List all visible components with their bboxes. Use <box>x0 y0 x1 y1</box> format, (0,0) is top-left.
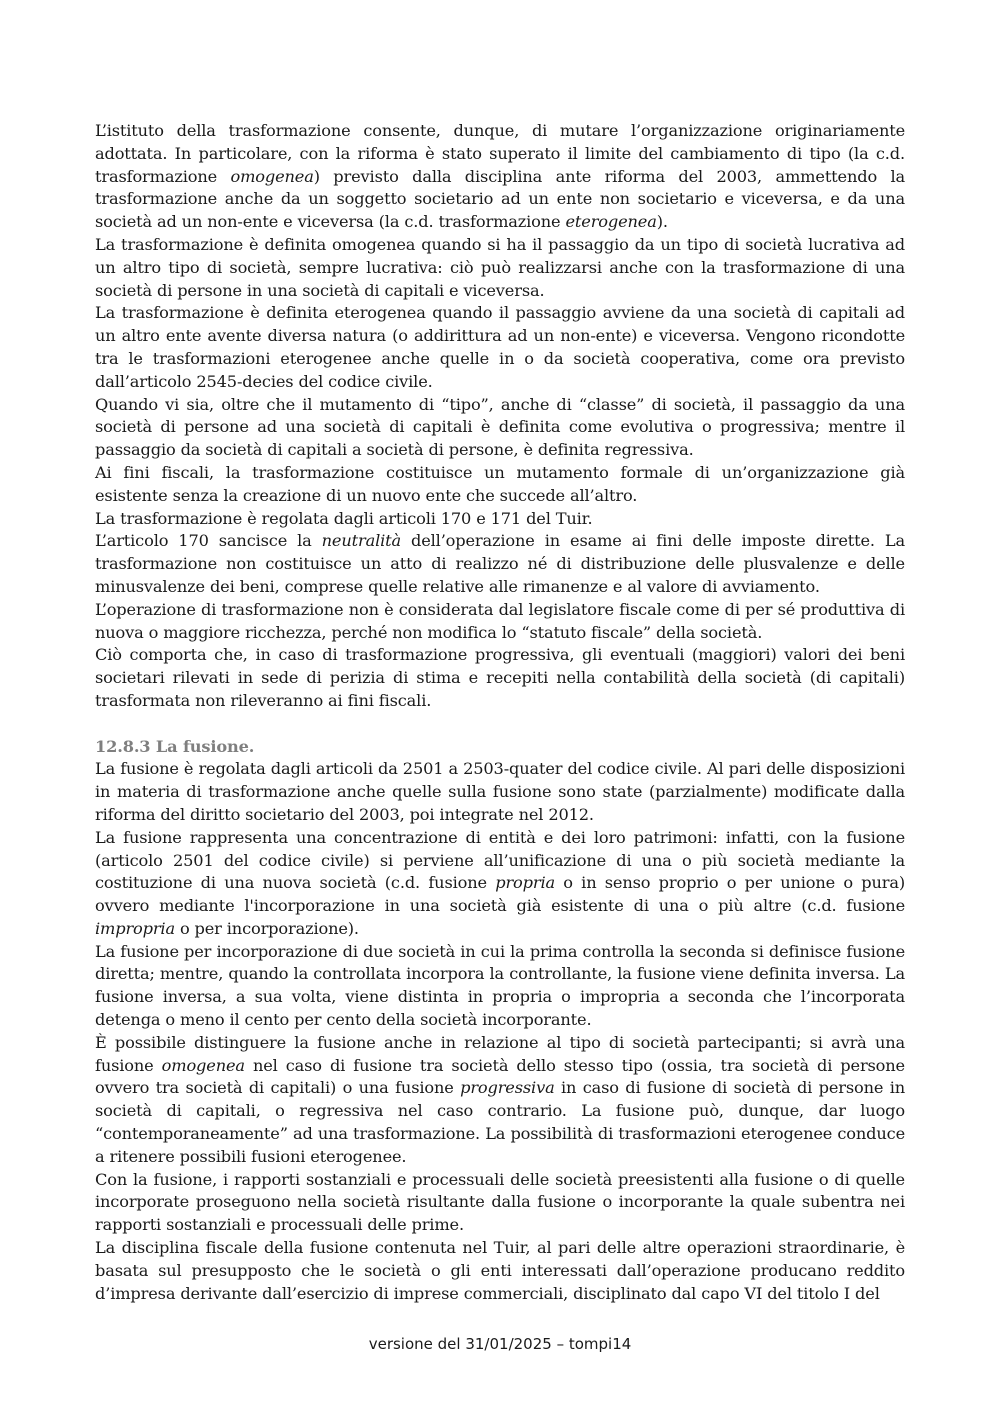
page-footer: versione del 31/01/2025 – tompi14 <box>368 1335 632 1353</box>
section-heading: 12.8.3 La fusione. <box>95 736 255 756</box>
paragraph: Con la fusione, i rapporti sostanziali e processuali delle società preesistenti alla fusione o di quelle incorporate proseguono nella società risultante dalla fusione o incorporante la quale subentra nei rapporti sostanziali e processuali delle prime. <box>95 1169 905 1235</box>
paragraph: La trasformazione è definita eterogenea quando il passaggio avviene da una società di capitali ad un altro ente avente diversa natura (o addirittura ad un non-ente) e viceversa. Vengono ricondotte tra le trasformazioni eterogenee anche quelle in o da società cooperativa, come ora previsto dall’articolo 2545-decies del codice civile. <box>95 303 905 391</box>
paragraph: La fusione rappresenta una concentrazione di entità e dei loro patrimoni: infatti, con la fusione (articolo 2501 del codice civile) si perviene all’unificazione di una o più società mediante la costituzione di una nuova società (c.d. fusione propria o in senso proprio o per unione o pura) ovvero mediante l'incorporazione in una società già esistente di una o più altre (c.d. fusione impropria o per incorporazione). <box>95 827 905 938</box>
paragraph: La trasformazione è regolata dagli articoli 170 e 171 del Tuir. <box>95 508 593 528</box>
paragraph: Quando vi sia, oltre che il mutamento di “tipo”, anche di “classe” di società, il passaggio da una società di persone ad una società di capitali è definita come evolutiva o progressiva; mentre il passaggio da società di capitali a società di persone, è definita regressiva. <box>95 394 905 460</box>
paragraph: L’istituto della trasformazione consente, dunque, di mutare l’organizzazione originariamente adottata. In particolare, con la riforma è stato superato il limite del cambiamento di tipo (la c.d. trasformazione omogenea) previsto dalla disciplina ante riforma del 2003, ammettendo la trasformazione anche da un soggetto societario ad un ente non societario e viceversa, e da una società ad un non-ente e viceversa (la c.d. trasformazione eterogenea). <box>95 121 905 232</box>
paragraph: Ciò comporta che, in caso di trasformazione progressiva, gli eventuali (maggiori) valori dei beni societari rilevati in sede di perizia di stima e recepiti nella contabilità della società (di capitali) trasformata non rileveranno ai fini fiscali. <box>95 645 905 710</box>
paragraph: L’operazione di trasformazione non è considerata dal legislatore fiscale come di per sé produttiva di nuova o maggiore ricchezza, perché non modifica lo “statuto fiscale” della società. <box>95 599 905 642</box>
paragraph: La disciplina fiscale della fusione contenuta nel Tuir, al pari delle altre operazioni straordinarie, è basata sul presupposto che le società o gli enti interessati dall’operazione producano reddito d’impresa derivante dall’esercizio di imprese commerciali, disciplinato dal capo VI del titolo I del <box>95 1238 905 1303</box>
paragraph: È possibile distinguere la fusione anche in relazione al tipo di società partecipanti; si avrà una fusione omogenea nel caso di fusione tra società dello stesso tipo (ossia, tra società di persone ovvero tra società di capitali) o una fusione progressiva in caso di fusione di società di persone in società di capitali, o regressiva nel caso contrario. La fusione può, dunque, dar luogo “contemporaneamente” ad una trasformazione. La possibilità di trasformazioni eterogenee conduce a ritenere possibili fusioni eterogenee. <box>95 1032 906 1166</box>
paragraph: La fusione è regolata dagli articoli da 2501 a 2503-quater del codice civile. Al pari delle disposizioni in materia di trasformazione anche quelle sulla fusione sono state (parzialmente) modificate dalla riforma del diritto societario del 2003, poi integrate nel 2012. <box>95 759 905 824</box>
page-body <box>95 120 905 1305</box>
paragraph: La trasformazione è definita omogenea quando si ha il passaggio da un tipo di società lucrativa ad un altro tipo di società, sempre lucrativa: ciò può realizzarsi anche con la trasformazione di una società di persone in una società di capitali e viceversa. <box>95 234 905 300</box>
paragraph: Ai fini fiscali, la trasformazione costituisce un mutamento formale di un’organizzazione già esistente senza la creazione di un nuovo ente che succede all’altro. <box>95 462 905 505</box>
paragraph: La fusione per incorporazione di due società in cui la prima controlla la seconda si definisce fusione diretta; mentre, quando la controllata incorpora la controllante, la fusione viene definita inversa. La fusione inversa, a sua volta, viene distinta in propria o impropria a seconda che l’incorporata detenga o meno il cento per cento della società incorporante. <box>95 941 905 1030</box>
paragraph: L’articolo 170 sancisce la neutralità dell’operazione in esame ai fini delle imposte dirette. La trasformazione non costituisce un atto di realizzo né di distribuzione delle plusvalenze e delle minusvalenze dei beni, comprese quelle relative alle rimanenze e al valore di avviamento. <box>95 531 905 596</box>
